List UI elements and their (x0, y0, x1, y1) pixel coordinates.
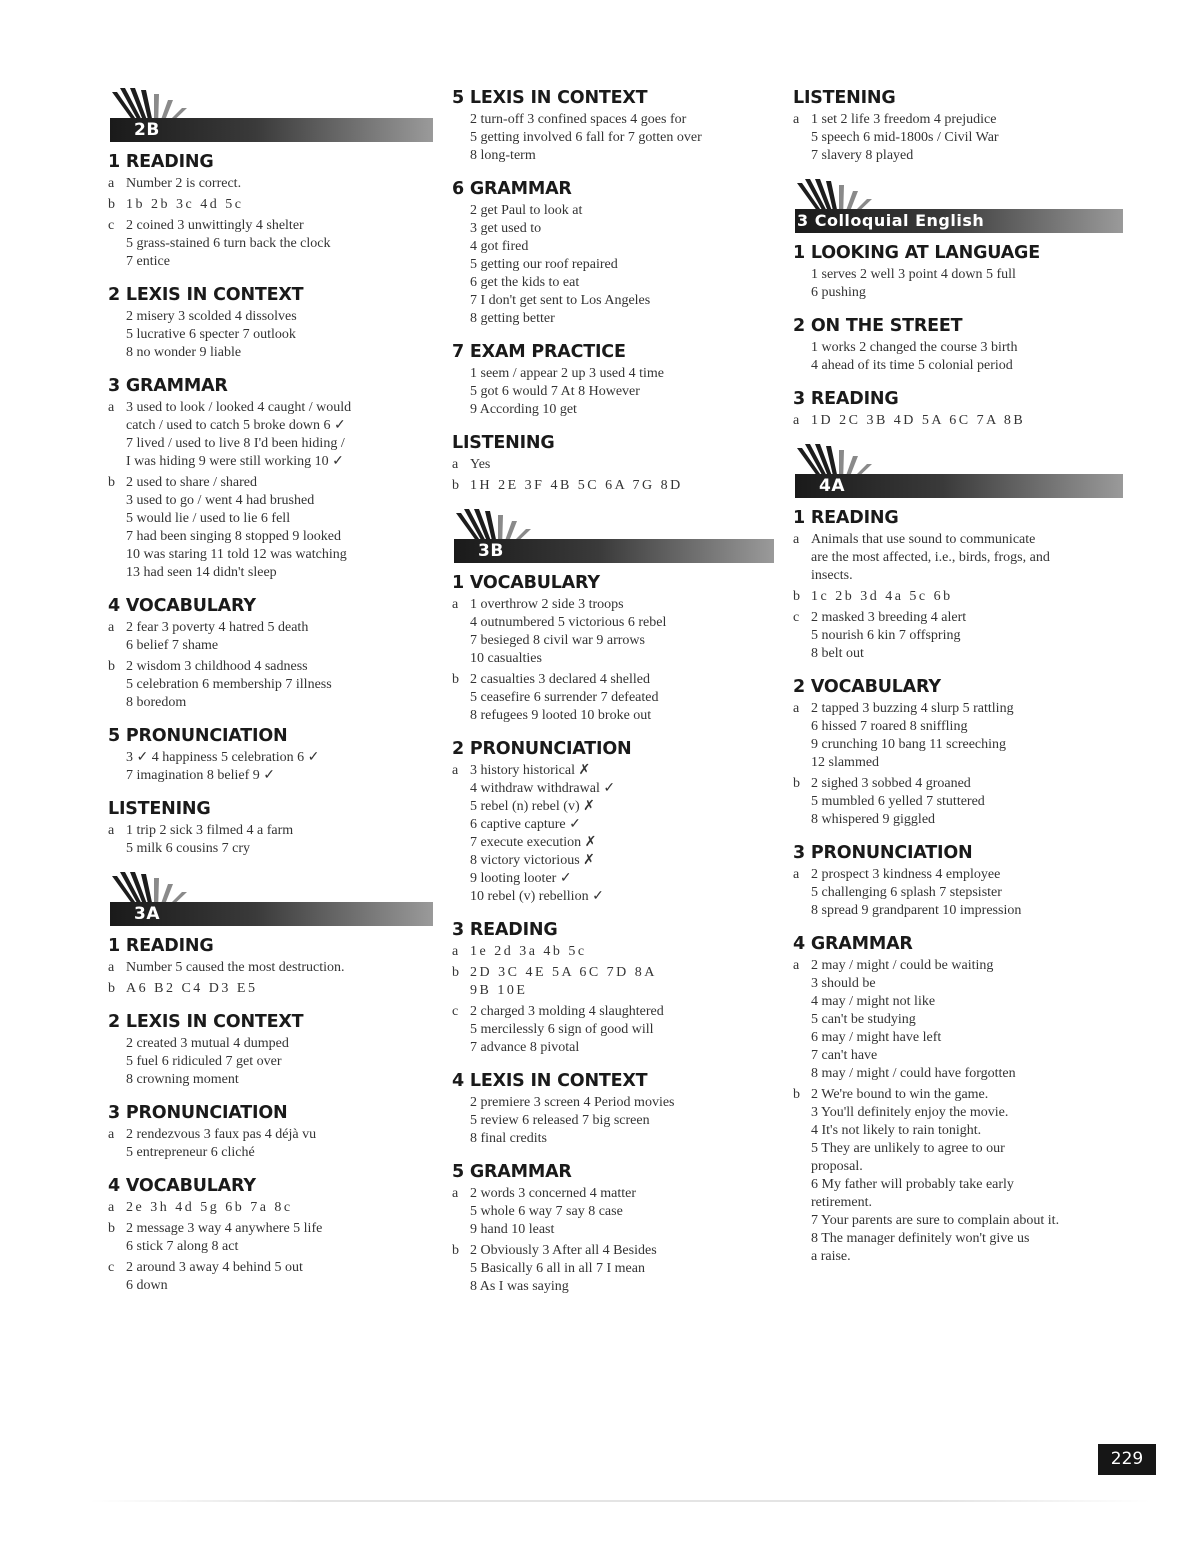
answer-line: 8 final credits (470, 1131, 547, 1146)
answer-line: 2 wisdom 3 childhood 4 sadness (126, 659, 308, 674)
section-title: 4 VOCABULARY (108, 596, 256, 616)
answer-line: 5 challenging 6 splash 7 stepsister (811, 885, 1002, 900)
column-1 (108, 88, 433, 1309)
part-letter (452, 202, 470, 328)
answer-line: 2 masked 3 breeding 4 alert (811, 610, 967, 625)
answer-part (793, 957, 1123, 1083)
answer-section (452, 1071, 774, 1148)
answer-line: 4 got fired (470, 239, 529, 254)
part-letter: a (452, 944, 459, 959)
part-letter (108, 1035, 126, 1089)
answer-part (452, 477, 774, 495)
answer-line: 2 We're bound to win the game. (811, 1087, 989, 1102)
section-title: 1 READING (108, 936, 214, 956)
answer-section (793, 243, 1123, 302)
part-letter: b (108, 659, 115, 674)
answer-section (452, 920, 774, 1057)
answer-line: proposal. (811, 1159, 863, 1174)
answer-line: 2 words 3 concerned 4 matter (470, 1186, 636, 1201)
unit-banner (108, 88, 433, 146)
answer-line: insects. (811, 568, 853, 583)
part-letter: a (793, 413, 800, 428)
answer-line: 5 grass-stained 6 turn back the clock (126, 236, 331, 251)
answer-line: 9 looting looter ✓ (470, 871, 572, 886)
part-letter: b (108, 197, 115, 212)
part-letter (108, 749, 126, 785)
answer-section (793, 316, 1123, 375)
answer-line: 1 set 2 life 3 freedom 4 prejudice (811, 112, 997, 127)
answer-line: 10 rebel (v) rebellion ✓ (470, 889, 604, 904)
part-letter (452, 1094, 470, 1148)
part-letter: a (452, 763, 459, 778)
section-title: 5 GRAMMAR (452, 1162, 572, 1182)
answer-part (452, 964, 774, 1000)
answer-line: 2 message 3 way 4 anywhere 5 life (126, 1221, 323, 1236)
answer-line: 2 misery 3 scolded 4 dissolves (126, 309, 297, 324)
answer-part (108, 1126, 433, 1162)
answer-line: 8 victory victorious ✗ (470, 853, 595, 868)
section-title: 2 ON THE STREET (793, 316, 963, 336)
section-title: 2 LEXIS IN CONTEXT (108, 1012, 304, 1032)
part-letter: b (793, 1087, 800, 1102)
answer-line: 5 celebration 6 membership 7 illness (126, 677, 332, 692)
answer-part (108, 217, 433, 271)
answer-part (793, 1086, 1123, 1266)
answer-part (108, 1259, 433, 1295)
answer-section (793, 389, 1123, 430)
answer-part (452, 1094, 774, 1148)
answer-section (108, 936, 433, 998)
answer-line: 8 As I was saying (470, 1279, 569, 1294)
answer-section (793, 677, 1123, 829)
answer-line: 4 outnumbered 5 victorious 6 rebel (470, 615, 667, 630)
part-letter: b (452, 1243, 459, 1258)
answer-line: 1 works 2 changed the course 3 birth (811, 340, 1018, 355)
answer-line: 8 crowning moment (126, 1072, 239, 1087)
answer-line: 5 nourish 6 kin 7 offspring (811, 628, 961, 643)
answer-line: 3 used to look / looked 4 caught / would (126, 400, 352, 415)
answer-line: 4 It's not likely to rain tonight. (811, 1123, 982, 1138)
section-title: LISTENING (108, 799, 211, 819)
answer-line: 5 rebel (n) rebel (v) ✗ (470, 799, 595, 814)
answer-line: 5 Basically 6 all in all 7 I mean (470, 1261, 645, 1276)
answer-line: 6 pushing (811, 285, 866, 300)
answer-line: 10 was staring 11 told 12 was watching (126, 547, 347, 562)
answer-line: retirement. (811, 1195, 873, 1210)
answer-part (452, 365, 774, 419)
answer-line: 7 lived / used to live 8 I'd been hiding / (126, 436, 345, 451)
unit-label: 3A (134, 904, 160, 924)
answer-line: 7 Your parents are sure to complain about it. (811, 1213, 1060, 1228)
part-letter (793, 266, 811, 302)
answer-line: 3 history historical ✗ (470, 763, 591, 778)
answer-line: 2 sighed 3 sobbed 4 groaned (811, 776, 971, 791)
answer-part (452, 1003, 774, 1057)
answer-line: 1H 2E 3F 4B 5C 6A 7G 8D (470, 478, 683, 493)
answer-line: 5 mercilessly 6 sign of good will (470, 1022, 654, 1037)
answer-line: 9 crunching 10 bang 11 screeching (811, 737, 1007, 752)
unit-banner (108, 872, 433, 930)
unit-banner (793, 179, 1123, 237)
part-letter (452, 365, 470, 419)
answer-section (452, 573, 774, 725)
part-letter: a (793, 701, 800, 716)
answer-section (452, 1162, 774, 1296)
answer-part (108, 658, 433, 712)
answer-line: 6 captive capture ✓ (470, 817, 581, 832)
answer-line: 4 withdraw withdrawal ✓ (470, 781, 616, 796)
part-letter: b (108, 475, 115, 490)
answer-line: 1 serves 2 well 3 point 4 down 5 full (811, 267, 1016, 282)
answer-part (108, 1035, 433, 1089)
answer-line: 7 had been singing 8 stopped 9 looked (126, 529, 342, 544)
answer-part (108, 1199, 433, 1217)
answer-line: 5 fuel 6 ridiculed 7 get over (126, 1054, 282, 1069)
section-title: 5 LEXIS IN CONTEXT (452, 88, 648, 108)
answer-part (793, 775, 1123, 829)
part-letter: b (793, 776, 800, 791)
section-title: 3 GRAMMAR (108, 376, 228, 396)
unit-banner (452, 509, 774, 567)
answer-line: 8 belt out (811, 646, 864, 661)
answer-line: 2 coined 3 unwittingly 4 shelter (126, 218, 304, 233)
answer-line: 1 trip 2 sick 3 filmed 4 a farm (126, 823, 294, 838)
section-title: 5 PRONUNCIATION (108, 726, 288, 746)
part-letter (108, 308, 126, 362)
answer-part (452, 1242, 774, 1296)
answer-line: 5 can't be studying (811, 1012, 916, 1027)
answer-line: 6 stick 7 along 8 act (126, 1239, 239, 1254)
section-title: 3 READING (452, 920, 558, 940)
answer-line: 2 casualties 3 declared 4 shelled (470, 672, 650, 687)
answer-part (793, 111, 1123, 165)
answer-line: 5 getting involved 6 fall for 7 gotten over (470, 130, 702, 145)
answer-section (108, 285, 433, 362)
answer-line: 1e 2d 3a 4b 5c (470, 944, 587, 959)
answer-line: 1b 2b 3c 4d 5c (126, 197, 244, 212)
unit-label: 2B (134, 120, 160, 140)
answer-line: 8 spread 9 grandparent 10 impression (811, 903, 1022, 918)
answer-line: 2 used to share / shared (126, 475, 258, 490)
page-number: 229 (1098, 1444, 1156, 1475)
answer-part (452, 202, 774, 328)
answer-part (108, 1220, 433, 1256)
answer-line: I was hiding 9 were still working 10 ✓ (126, 454, 344, 469)
section-title: 6 GRAMMAR (452, 179, 572, 199)
answer-line: 2e 3h 4d 5g 6b 7a 8c (126, 1200, 293, 1215)
answer-line: 3 ✓ 4 happiness 5 celebration 6 ✓ (126, 750, 320, 765)
answer-part (452, 456, 774, 474)
answer-line: a raise. (811, 1249, 851, 1264)
answer-section (108, 596, 433, 712)
part-letter: b (452, 965, 459, 980)
answer-section (452, 342, 774, 419)
answer-line: 2 premiere 3 screen 4 Period movies (470, 1095, 675, 1110)
answer-line: 1 seem / appear 2 up 3 used 4 time (470, 366, 665, 381)
answer-section (793, 934, 1123, 1266)
answer-part (108, 619, 433, 655)
part-letter: a (108, 960, 115, 975)
answer-part (793, 866, 1123, 920)
section-title: 1 READING (108, 152, 214, 172)
answer-line: 1c 2b 3d 4a 5c 6b (811, 589, 953, 604)
answer-line: 5 would lie / used to lie 6 fell (126, 511, 291, 526)
answer-part (108, 175, 433, 193)
answer-section (108, 1012, 433, 1089)
answer-line: 6 down (126, 1278, 168, 1293)
answer-line: 10 casualties (470, 651, 542, 666)
answer-line: are the most affected, i.e., birds, frogs, and (811, 550, 1050, 565)
answer-part (793, 588, 1123, 606)
answer-part (793, 531, 1123, 585)
part-letter: a (108, 1127, 115, 1142)
section-title: LISTENING (793, 88, 896, 108)
part-letter: c (108, 218, 115, 233)
answer-line: 6 hissed 7 roared 8 sniffling (811, 719, 968, 734)
part-letter: b (452, 672, 459, 687)
section-title: 1 VOCABULARY (452, 573, 600, 593)
answer-line: 2 may / might / could be waiting (811, 958, 994, 973)
answer-part (108, 399, 433, 471)
answer-section (108, 726, 433, 785)
part-letter: c (452, 1004, 459, 1019)
answer-part (452, 671, 774, 725)
answer-line: 1D 2C 3B 4D 5A 6C 7A 8B (811, 413, 1026, 428)
answer-section (793, 88, 1123, 165)
answer-section (108, 376, 433, 582)
answer-line: 5 mumbled 6 yelled 7 stuttered (811, 794, 985, 809)
answer-line: 7 I don't get sent to Los Angeles (470, 293, 651, 308)
answer-line: 2 prospect 3 kindness 4 employee (811, 867, 1001, 882)
answer-line: 7 slavery 8 played (811, 148, 914, 163)
answer-line: 5 They are unlikely to agree to our (811, 1141, 1005, 1156)
part-letter (793, 339, 811, 375)
answer-part (793, 700, 1123, 772)
unit-banner (793, 444, 1123, 502)
answer-line: 8 no wonder 9 liable (126, 345, 242, 360)
answer-line: 7 besieged 8 civil war 9 arrows (470, 633, 645, 648)
section-title: 4 GRAMMAR (793, 934, 913, 954)
answer-line: catch / used to catch 5 broke down 6 ✓ (126, 418, 346, 433)
answer-part (108, 196, 433, 214)
part-letter: b (793, 589, 800, 604)
part-letter: b (452, 478, 459, 493)
part-letter: a (108, 176, 115, 191)
answer-line: 1 overthrow 2 side 3 troops (470, 597, 624, 612)
answer-line: 3 used to go / went 4 had brushed (126, 493, 315, 508)
section-title: 4 VOCABULARY (108, 1176, 256, 1196)
unit-label: 3 Colloquial English (797, 211, 985, 230)
answer-line: Yes (470, 457, 491, 472)
answer-line: A6 B2 C4 D3 E5 (126, 981, 258, 996)
answer-line: 5 speech 6 mid-1800s / Civil War (811, 130, 999, 145)
part-letter (452, 111, 470, 165)
footer-line (90, 1500, 1150, 1502)
answer-line: 3 get used to (470, 221, 542, 236)
answer-line: 7 imagination 8 belief 9 ✓ (126, 768, 275, 783)
section-title: 1 READING (793, 508, 899, 528)
answer-line: Animals that use sound to communicate (811, 532, 1036, 547)
answer-line: 9 According 10 get (470, 402, 577, 417)
section-title: 7 EXAM PRACTICE (452, 342, 626, 362)
answer-line: 5 whole 6 way 7 say 8 case (470, 1204, 623, 1219)
answer-part (452, 762, 774, 906)
answer-line: 4 ahead of its time 5 colonial period (811, 358, 1013, 373)
answer-line: 2 charged 3 molding 4 slaughtered (470, 1004, 664, 1019)
answer-line: 8 The manager definitely won't give us (811, 1231, 1030, 1246)
answer-line: 8 refugees 9 looted 10 broke out (470, 708, 652, 723)
answer-line: 2 fear 3 poverty 4 hatred 5 death (126, 620, 309, 635)
part-letter: c (108, 1260, 115, 1275)
part-letter: a (452, 1186, 459, 1201)
answer-line: 2 get Paul to look at (470, 203, 583, 218)
section-title: 3 PRONUNCIATION (108, 1103, 288, 1123)
part-letter: a (793, 867, 800, 882)
answer-line: 5 got 6 would 7 At 8 However (470, 384, 640, 399)
answer-part (793, 339, 1123, 375)
answer-part (108, 980, 433, 998)
part-letter: a (793, 532, 800, 547)
part-letter: a (108, 823, 115, 838)
part-letter: a (793, 958, 800, 973)
answer-line: 6 My father will probably take early (811, 1177, 1014, 1192)
answer-line: 13 had seen 14 didn't sleep (126, 565, 277, 580)
answer-line: 5 getting our roof repaired (470, 257, 618, 272)
section-title: 2 LEXIS IN CONTEXT (108, 285, 304, 305)
part-letter: a (452, 457, 459, 472)
answer-line: 7 execute execution ✗ (470, 835, 597, 850)
section-title: 3 READING (793, 389, 899, 409)
answer-part (108, 474, 433, 582)
column-3 (793, 88, 1123, 1280)
part-letter: a (108, 620, 115, 635)
answer-part (108, 959, 433, 977)
answer-line: 9 hand 10 least (470, 1222, 555, 1237)
answer-line: 2 around 3 away 4 behind 5 out (126, 1260, 303, 1275)
answer-section (793, 843, 1123, 920)
answer-line: 3 You'll definitely enjoy the movie. (811, 1105, 1009, 1120)
answer-part (108, 822, 433, 858)
answer-line: 5 ceasefire 6 surrender 7 defeated (470, 690, 659, 705)
answer-line: 8 whispered 9 giggled (811, 812, 936, 827)
answer-part (108, 749, 433, 785)
answer-line: Number 2 is correct. (126, 176, 242, 191)
answer-section (452, 433, 774, 495)
answer-line: 6 get the kids to eat (470, 275, 580, 290)
answer-section (452, 739, 774, 906)
answer-line: 9B 10E (470, 983, 528, 998)
answer-line: 2 created 3 mutual 4 dumped (126, 1036, 289, 1051)
answer-line: 4 may / might not like (811, 994, 936, 1009)
part-letter: a (108, 1200, 115, 1215)
part-letter: a (452, 597, 459, 612)
answer-line: 7 advance 8 pivotal (470, 1040, 580, 1055)
answer-line: 12 slammed (811, 755, 880, 770)
answer-line: 5 lucrative 6 specter 7 outlook (126, 327, 296, 342)
answer-section (108, 799, 433, 858)
answer-part (452, 1185, 774, 1239)
section-title: 1 LOOKING AT LANGUAGE (793, 243, 1040, 263)
answer-section (452, 179, 774, 328)
answer-section (108, 1176, 433, 1295)
answer-part (793, 412, 1123, 430)
answer-part (108, 308, 433, 362)
answer-line: 8 long-term (470, 148, 536, 163)
answer-section (793, 508, 1123, 663)
answer-line: 8 boredom (126, 695, 187, 710)
answer-line: 8 may / might / could have forgotten (811, 1066, 1016, 1081)
unit-label: 4A (819, 476, 845, 496)
section-title: 2 PRONUNCIATION (452, 739, 632, 759)
answer-line: 2 Obviously 3 After all 4 Besides (470, 1243, 657, 1258)
answer-part (452, 111, 774, 165)
column-2 (452, 88, 774, 1310)
part-letter: c (793, 610, 800, 625)
answer-section (452, 88, 774, 165)
answer-line: 7 can't have (811, 1048, 878, 1063)
answer-part (793, 266, 1123, 302)
answer-line: 3 should be (811, 976, 876, 991)
part-letter: a (793, 112, 800, 127)
answer-line: Number 5 caused the most destruction. (126, 960, 345, 975)
answer-part (452, 596, 774, 668)
answer-line: 2D 3C 4E 5A 6C 7D 8A (470, 965, 657, 980)
answer-line: 2 turn-off 3 confined spaces 4 goes for (470, 112, 687, 127)
answer-part (452, 943, 774, 961)
answer-line: 5 entrepreneur 6 cliché (126, 1145, 255, 1160)
answer-line: 5 review 6 released 7 big screen (470, 1113, 650, 1128)
answer-line: 5 milk 6 cousins 7 cry (126, 841, 251, 856)
section-title: 4 LEXIS IN CONTEXT (452, 1071, 648, 1091)
answer-line: 7 entice (126, 254, 170, 269)
answer-line: 6 may / might have left (811, 1030, 942, 1045)
answer-section (108, 1103, 433, 1162)
answer-line: 8 getting better (470, 311, 555, 326)
part-letter: b (108, 1221, 115, 1236)
section-title: 2 VOCABULARY (793, 677, 941, 697)
part-letter: b (108, 981, 115, 996)
answer-line: 6 belief 7 shame (126, 638, 219, 653)
answer-line: 2 tapped 3 buzzing 4 slurp 5 rattling (811, 701, 1014, 716)
answer-part (793, 609, 1123, 663)
answer-section (108, 152, 433, 271)
unit-label: 3B (478, 541, 504, 561)
section-title: LISTENING (452, 433, 555, 453)
section-title: 3 PRONUNCIATION (793, 843, 973, 863)
answer-line: 2 rendezvous 3 faux pas 4 déjà vu (126, 1127, 317, 1142)
part-letter: a (108, 400, 115, 415)
